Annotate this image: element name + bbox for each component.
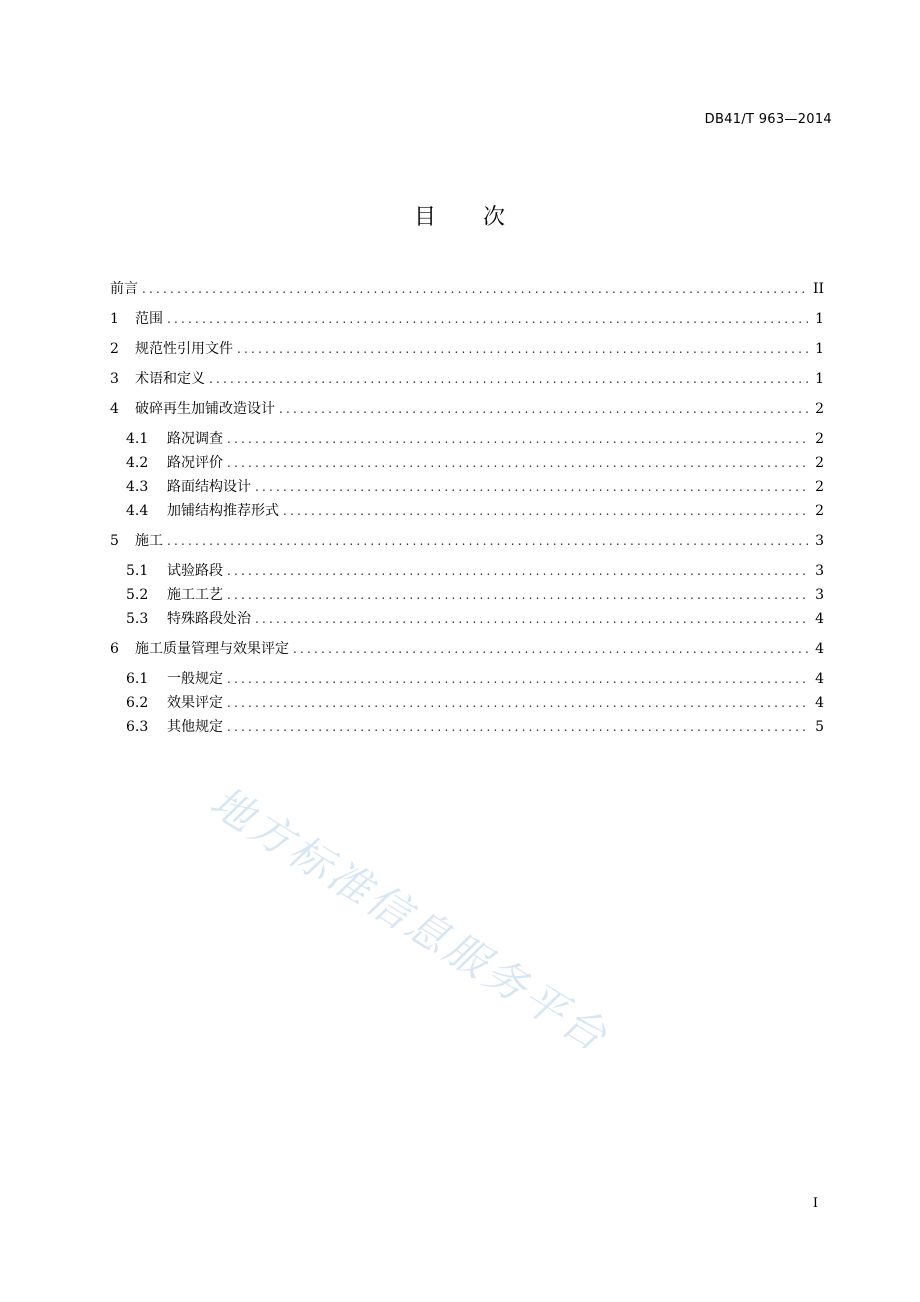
toc-entry-label: 前言 xyxy=(110,281,138,297)
toc-entry-number: 6.1 xyxy=(126,671,149,687)
toc-entry-4-3[interactable] xyxy=(126,477,824,497)
toc-entry-label: 术语和定义 xyxy=(135,371,205,387)
toc-leader-dots xyxy=(227,453,809,473)
document-code: DB41/T 963—2014 xyxy=(704,112,832,127)
toc-leader-dots xyxy=(209,369,809,389)
toc-leader-dots xyxy=(142,279,807,299)
toc-entry-label: 加铺结构推荐形式 xyxy=(167,503,279,519)
toc-entry-number: 4.1 xyxy=(126,431,149,447)
toc-entry-number: 5.3 xyxy=(126,611,149,627)
toc-entry-label: 效果评定 xyxy=(167,695,223,711)
toc-entry-number: 5.2 xyxy=(126,587,149,603)
footer-page-number: I xyxy=(812,1196,818,1211)
toc-entry-page: 4 xyxy=(815,611,824,627)
toc-entry-number: 4 xyxy=(110,401,119,417)
toc-leader-dots xyxy=(227,585,809,605)
page-title xyxy=(0,200,920,231)
page-title-char-1: 目 xyxy=(413,205,437,230)
toc-entry-number: 2 xyxy=(110,341,119,357)
toc-entry-page: 2 xyxy=(815,455,824,471)
toc-entry-6-2[interactable] xyxy=(126,693,824,713)
toc-entry-label: 试验路段 xyxy=(167,563,223,579)
toc-entry-1[interactable] xyxy=(110,309,824,329)
toc-entry-label: 规范性引用文件 xyxy=(135,341,233,357)
toc-entry-number: 1 xyxy=(110,311,119,327)
toc-entry-page: 1 xyxy=(815,311,824,327)
toc-entry-label: 路况调查 xyxy=(167,431,223,447)
toc-entry-number: 5.1 xyxy=(126,563,149,579)
toc-entry-page: 2 xyxy=(815,479,824,495)
toc-entry-4[interactable] xyxy=(110,399,824,419)
toc-entry-4-4[interactable] xyxy=(126,501,824,521)
toc-entry-page: II xyxy=(812,281,824,297)
toc-leader-dots xyxy=(167,531,809,551)
toc-entry-3[interactable] xyxy=(110,369,824,389)
toc-leader-dots xyxy=(255,477,809,497)
toc-entry-page: 4 xyxy=(815,671,824,687)
watermark-text: 地方标准信息服务平台 xyxy=(201,776,618,1063)
toc-entry-label: 路面结构设计 xyxy=(167,479,251,495)
toc-entry-foreword[interactable] xyxy=(110,279,824,299)
toc-entry-number: 6.2 xyxy=(126,695,149,711)
toc-entry-page: 5 xyxy=(815,719,824,735)
toc-entry-page: 4 xyxy=(815,641,824,657)
toc-entry-2[interactable] xyxy=(110,339,824,359)
toc-entry-label: 施工质量管理与效果评定 xyxy=(135,641,289,657)
toc-entry-4-1[interactable] xyxy=(126,429,824,449)
toc-entry-label: 其他规定 xyxy=(167,719,223,735)
toc-entry-page: 1 xyxy=(815,341,824,357)
toc-entry-6[interactable] xyxy=(110,639,824,659)
toc-entry-label: 特殊路段处治 xyxy=(167,611,251,627)
toc-entry-page: 2 xyxy=(815,401,824,417)
toc-entry-page: 3 xyxy=(815,533,824,549)
toc-entry-6-1[interactable] xyxy=(126,669,824,689)
toc-entry-number: 4.4 xyxy=(126,503,149,519)
toc-entry-6-3[interactable] xyxy=(126,717,824,737)
toc-entry-5-3[interactable] xyxy=(126,609,824,629)
toc-leader-dots xyxy=(167,309,809,329)
toc-entry-label: 破碎再生加铺改造设计 xyxy=(135,401,275,417)
toc-entry-number: 6 xyxy=(110,641,119,657)
toc-leader-dots xyxy=(283,501,809,521)
toc-entry-page: 1 xyxy=(815,371,824,387)
toc-leader-dots xyxy=(255,609,809,629)
toc-entry-5[interactable] xyxy=(110,531,824,551)
toc-entry-number: 5 xyxy=(110,533,119,549)
toc-entry-number: 4.2 xyxy=(126,455,149,471)
toc-entry-label: 施工 xyxy=(135,533,163,549)
toc-entry-label: 范围 xyxy=(135,311,163,327)
toc-leader-dots xyxy=(227,669,809,689)
page-title-char-2: 次 xyxy=(483,205,507,230)
toc-entry-number: 6.3 xyxy=(126,719,149,735)
toc-entry-number: 3 xyxy=(110,371,119,387)
toc-entry-page: 4 xyxy=(815,695,824,711)
toc-entry-page: 3 xyxy=(815,563,824,579)
toc-leader-dots xyxy=(227,693,809,713)
toc-leader-dots xyxy=(227,429,809,449)
toc-entry-5-2[interactable] xyxy=(126,585,824,605)
toc-entry-label: 施工工艺 xyxy=(167,587,223,603)
toc-entry-5-1[interactable] xyxy=(126,561,824,581)
toc-leader-dots xyxy=(279,399,809,419)
toc-leader-dots xyxy=(227,561,809,581)
toc-entry-page: 3 xyxy=(815,587,824,603)
toc-leader-dots xyxy=(237,339,809,359)
toc-entry-label: 路况评价 xyxy=(167,455,223,471)
toc-entry-page: 2 xyxy=(815,503,824,519)
toc-entry-page: 2 xyxy=(815,431,824,447)
toc-entry-4-2[interactable] xyxy=(126,453,824,473)
toc-leader-dots xyxy=(293,639,809,659)
toc-entry-number: 4.3 xyxy=(126,479,149,495)
toc-entry-label: 一般规定 xyxy=(167,671,223,687)
toc-leader-dots xyxy=(227,717,809,737)
